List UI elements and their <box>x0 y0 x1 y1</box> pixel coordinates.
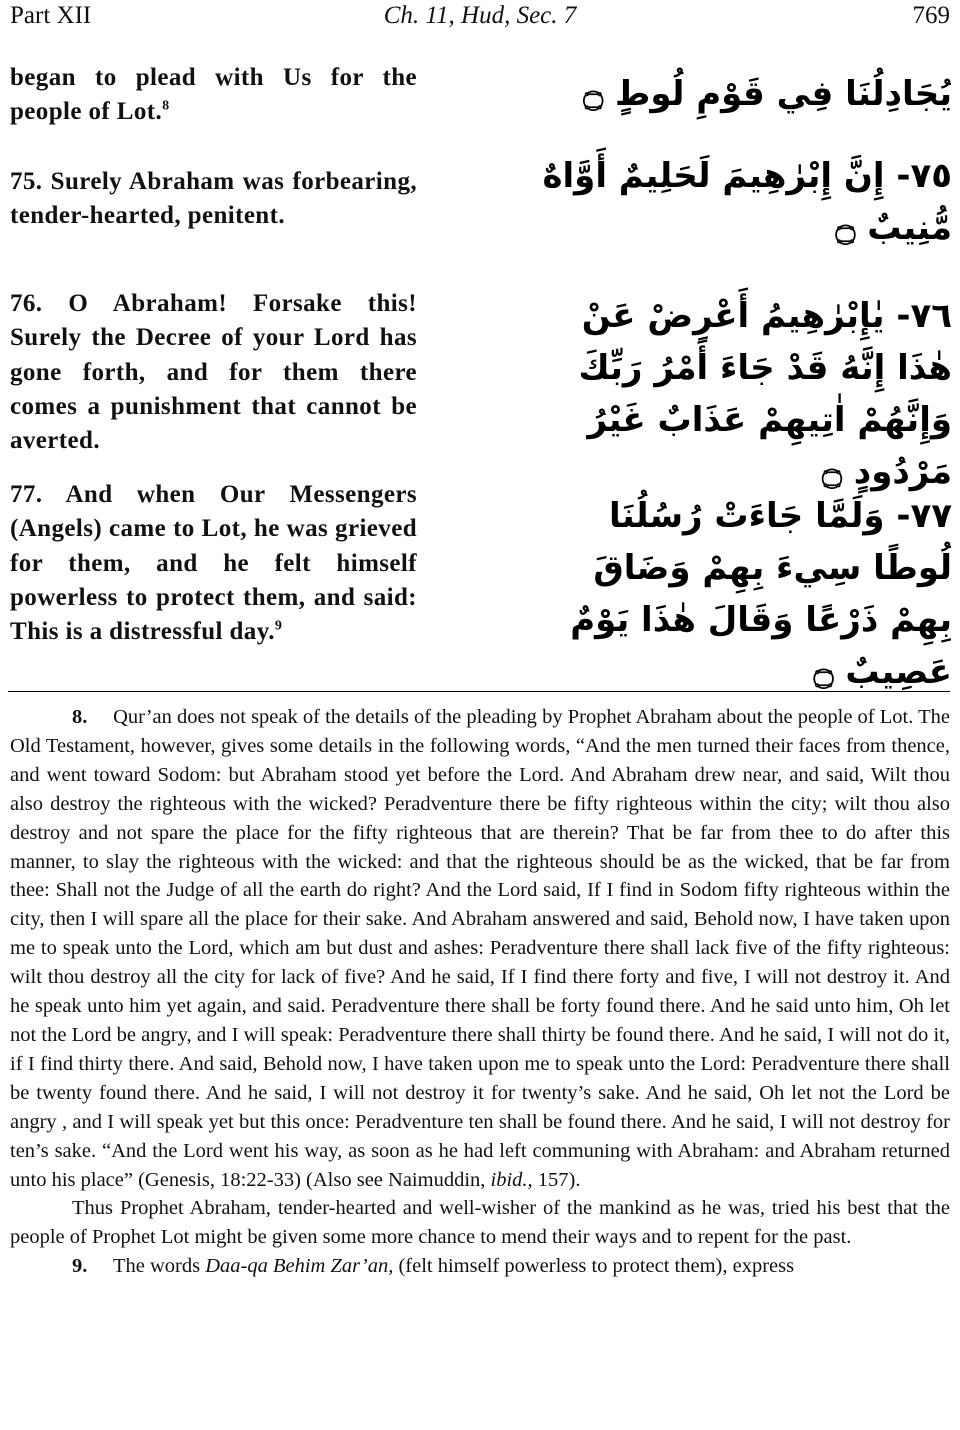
footnote-divider <box>8 691 950 692</box>
page-number: 769 <box>912 2 950 29</box>
footnote-9-text-end: (felt himself powerless to protect them), express <box>398 1255 795 1278</box>
footnote-9-term: Daa-qa Behim Zar’an, <box>205 1255 394 1278</box>
footnote-ref-9: 9 <box>274 618 283 634</box>
footnote-8-paragraph-2: Thus Prophet Abraham, tender-hearted and well-wisher of the mankind as he was, tried his best that the people of Prophet Lot might be given some more chance to mend their ways and to repent for the past. <box>10 1197 950 1249</box>
arabic-verse-74-continuation: يُجَادِلُنَا فِي قَوْمِ لُوطٍ ۝ <box>583 74 952 114</box>
arabic-verse-76: ٧٦- يٰإِبْرٰهِيمُ أَعْرِضْ عَنْ هٰذَا إِنَّهُ قَدْ جَاءَ أَمْرُ رَبِّكَ وَإِنَّهُمْ اٰتِيهِمْ عَذَابٌ غَيْرُ مَرْدُودٍ ۝ <box>578 296 952 492</box>
verse-74-continuation-translation <box>10 61 417 130</box>
verse-text: 77. And when Our Messengers (Angels) came to Lot, he was grieved for them, and he felt himself powerless to protect them, and said: This is a distressful day. <box>10 481 417 646</box>
footnote-8-text: Qur’an does not speak of the details of the pleading by Prophet Abraham about the people of Lot. The Old Testament, however, gives some details in the following words, “And the men turned their faces from thence, and went toward Sodom: but Abraham stood yet before the Lord. And Abraham drew near, and said, Wilt thou also destroy the righteous with the wicked? Peradventure there be fifty righteous within the city; wilt thou also destroy and not spare the place for the fifty righteous that are therein? That be far from thee to do after this manner, to slay the righteous with the wicked: and that the righteous should be as the wicked, that be far from thee: Shall not the Judge of all the earth do right? And the Lord said, If I find in Sodom fifty righteous within the city, then I will spare all the place for their sake. And Abraham answered and said, Behold now, I have taken upon me to speak unto the Lord, which am but dust and ashes: Peradventure there shall lack five of the fifty righteous: wilt thou destroy all the city for lack of five? And he said, If I find there forty and five, I will not destroy it. And he speak unto him yet again, and said. Peradventure there shall be forty found there. And he said unto him, Oh let not the Lord be angry, and I will speak: Peradventure there shall thirty be found there. And he said, I will not do it, if I find thirty there. And said, Behold now, I have taken upon me to speak unto the Lord: Peradventure there shall be twenty found there. And he said, I will not destroy it for twenty’s sake. And he said, Oh let not the Lord be angry , and I will speak yet but this once: Peradventure ten shall be found there. And he said, I will not destroy for ten’s sake. “And the Lord went his way, as soon as he had left communing with Abraham: and Abraham returned unto his place” (Genesis, 18:22-33) (Also see Naimuddin, <box>10 706 950 1191</box>
verse-77-translation <box>10 478 417 649</box>
verse-75-translation: 75. Surely Abraham was forbearing, tender-hearted, penitent. <box>10 168 417 230</box>
footnote-9 <box>10 1252 950 1281</box>
verse-text: began to plead with Us for the people of Lot. <box>10 64 417 126</box>
footnote-8-text-end: 157). <box>537 1168 581 1191</box>
arabic-verse-75: ٧٥- إِنَّ إِبْرٰهِيمَ لَحَلِيمٌ أَوَّاهٌ مُّنِيبٌ ۝ <box>542 156 952 248</box>
footnote-8-ibid: ibid., <box>490 1168 533 1191</box>
footnote-9-number: 9. <box>72 1255 88 1278</box>
arabic-verse-77: ٧٧- وَلَمَّا جَاءَتْ رُسُلُنَا لُوطًا سِيءَ بِهِمْ وَضَاقَ بِهِمْ ذَرْعًا وَقَالَ هٰذَا يَوْمٌ عَصِيبٌ ۝ <box>570 496 952 692</box>
chapter-title: Ch. 11, Hud, Sec. 7 <box>383 2 577 29</box>
verse-76-translation: 76. O Abraham! Forsake this! Surely the Decree of your Lord has gone forth, and for them there comes a punishment that cannot be averted. <box>10 290 417 455</box>
footnote-8-number: 8. <box>72 706 88 728</box>
footnotes <box>10 703 950 1281</box>
footnote-8 <box>10 703 950 1194</box>
part-label: Part XII <box>10 2 92 29</box>
footnote-9-text: The words <box>113 1255 201 1278</box>
page-header <box>10 2 950 36</box>
footnote-ref-8: 8 <box>162 98 170 114</box>
